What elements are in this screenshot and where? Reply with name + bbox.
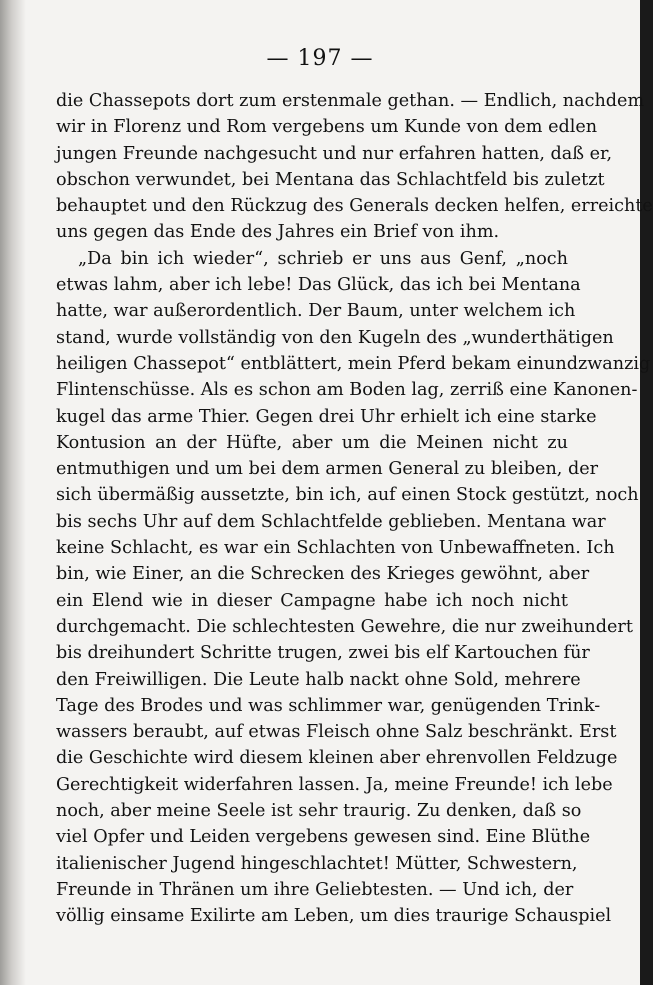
text-line: Freunde in Thränen um ihre Geliebtesten. — Und ich, der [56, 879, 574, 900]
text-line: viel Opfer und Leiden vergebens gewesen sind. Eine Blüthe [56, 827, 591, 848]
body-text [56, 88, 653, 930]
text-line: bis sechs Uhr auf dem Schlachtfelde geblieben. Mentana war [56, 511, 606, 532]
text-line: wassers beraubt, auf etwas Fleisch ohne Salz beschränkt. Erst [56, 722, 617, 743]
text-line: bin, wie Einer, an die Schrecken des Krieges gewöhnt, aber [56, 564, 590, 585]
text-line: „Da bin ich wieder“, schrieb er uns aus Genf, „noch [78, 248, 568, 269]
page-number: — 197 — [266, 46, 374, 71]
text-line: stand, wurde vollständig von den Kugeln des „wunderthätigen [56, 327, 614, 348]
text-line: Flintenschüsse. Als es schon am Boden lag, zerriß eine Kanonen- [56, 380, 638, 401]
text-line: bis dreihundert Schritte trugen, zwei bis elf Kartouchen für [56, 643, 590, 664]
text-line: kugel das arme Thier. Gegen drei Uhr erhielt ich eine starke [56, 406, 597, 427]
text-line: ein Elend wie in dieser Campagne habe ich noch nicht [56, 590, 568, 611]
text-line: die Geschichte wird diesem kleinen aber ehrenvollen Feldzuge [56, 748, 618, 769]
text-line: hatte, war außerordentlich. Der Baum, unter welchem ich [56, 301, 576, 322]
text-line: jungen Freunde nachgesucht und nur erfahren hatten, daß er, [56, 143, 613, 164]
text-line: Kontusion an der Hüfte, aber um die Meinen nicht zu [56, 432, 568, 453]
text-line: völlig einsame Exilirte am Leben, um dies traurige Schauspiel [56, 906, 612, 927]
text-line: keine Schlacht, es war ein Schlachten von Unbewaffneten. Ich [56, 538, 615, 559]
text-line: obschon verwundet, bei Mentana das Schlachtfeld bis zuletzt [56, 169, 605, 190]
text-line: noch, aber meine Seele ist sehr traurig. Zu denken, daß so [56, 801, 582, 822]
text-line: wir in Florenz und Rom vergebens um Kunde von dem edlen [56, 117, 598, 138]
text-line: die Chassepots dort zum erstenmale gethan. — Endlich, nachdem [56, 91, 645, 111]
text-line: heiligen Chassepot“ entblättert, mein Pferd bekam einundzwanzig [56, 353, 651, 374]
text-line: behauptet und den Rückzug des Generals decken helfen, erreichte [56, 196, 653, 217]
text-line: uns gegen das Ende des Jahres ein Brief von ihm. [56, 222, 500, 243]
text-line: italienischer Jugend hingeschlachtet! Mütter, Schwestern, [56, 853, 578, 874]
text-line: Tage des Brodes und was schlimmer war, genügenden Trink- [56, 695, 601, 716]
text-line: Gerechtigkeit widerfahren lassen. Ja, meine Freunde! ich lebe [56, 774, 613, 795]
text-line: durchgemacht. Die schlechtesten Gewehre, die nur zweihundert [56, 616, 633, 637]
text-line: den Freiwilligen. Die Leute halb nackt ohne Sold, mehrere [56, 669, 581, 690]
text-line: entmuthigen und um bei dem armen General zu bleiben, der [56, 459, 599, 480]
text-line: etwas lahm, aber ich lebe! Das Glück, das ich bei Mentana [56, 275, 581, 296]
text-line: sich übermäßig aussetzte, bin ich, auf einen Stock gestützt, noch [56, 485, 639, 506]
page-gutter-shadow [0, 0, 26, 985]
